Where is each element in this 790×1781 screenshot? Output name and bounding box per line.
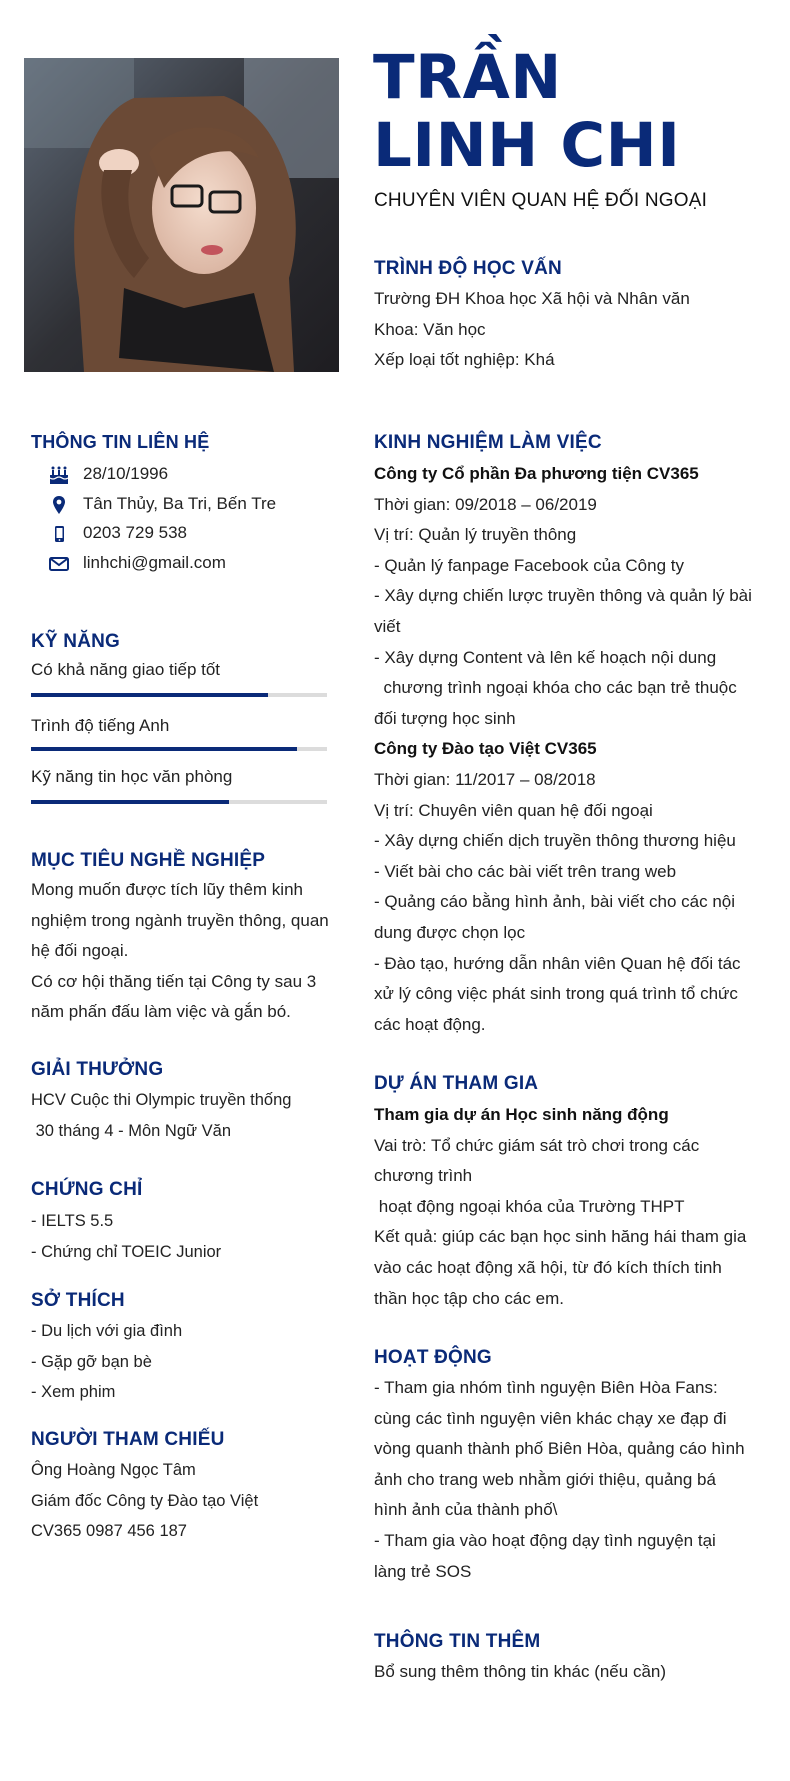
contact-birthday-text: 28/10/1996	[83, 464, 169, 483]
experience-line: viết	[374, 616, 401, 636]
project-line: Vai trò: Tổ chức giám sát trò chơi trong các	[374, 1135, 700, 1155]
hobbies-heading: SỞ THÍCH	[31, 1290, 125, 1311]
objective-text	[31, 875, 340, 1028]
mobile-phone-icon	[48, 523, 70, 545]
skill-item	[31, 660, 327, 680]
contact-phone	[44, 520, 344, 550]
activity-line: vòng quanh thành phố Biên Hòa, quảng cáo hình	[374, 1439, 745, 1459]
contact-birthday	[44, 461, 344, 491]
experience-line: Vị trí: Chuyên viên quan hệ đối ngoại	[374, 800, 653, 820]
education-line: Xếp loại tốt nghiệp: Khá	[374, 350, 555, 370]
project-line: thần học tập cho các em.	[374, 1288, 564, 1308]
reference-line: Ông Hoàng Ngọc Tâm	[31, 1461, 196, 1479]
experience-subheading: Công ty Đào tạo Việt CV365	[374, 739, 597, 759]
job-title: CHUYÊN VIÊN QUAN HỆ ĐỐI NGOẠI	[374, 190, 708, 211]
objective-line: năm phấn đấu làm việc và gắn bó.	[31, 1002, 291, 1022]
experience-line: - Quản lý fanpage Facebook của Công ty	[374, 555, 684, 575]
award-line: HCV Cuộc thi Olympic truyền thống	[31, 1091, 292, 1109]
objective-line: Mong muốn được tích lũy thêm kinh	[31, 880, 303, 899]
contact-list	[44, 461, 344, 579]
contact-email	[44, 550, 344, 580]
experience-line: đối tượng học sinh	[374, 708, 516, 728]
certificate-line: - IELTS 5.5	[31, 1212, 114, 1230]
contact-heading: THÔNG TIN LIÊN HỆ	[31, 432, 210, 452]
birthday-cake-icon	[48, 464, 70, 486]
experience-line: các hoạt động.	[374, 1014, 486, 1034]
education-line: Khoa: Văn học	[374, 319, 486, 339]
hobbies-list	[31, 1316, 182, 1408]
skill-bar	[31, 800, 327, 804]
activity-line: làng trẻ SOS	[374, 1561, 472, 1581]
additional-heading: THÔNG TIN THÊM	[374, 1631, 541, 1652]
experience-heading: KINH NGHIỆM LÀM VIỆC	[374, 432, 602, 453]
experience-line: chương trình ngoại khóa cho các bạn trẻ thuộc	[374, 678, 737, 698]
skill-bar-fill	[31, 800, 229, 804]
awards-list	[31, 1085, 291, 1146]
hobby-line: - Du lịch với gia đình	[31, 1322, 183, 1340]
reference-line: Giám đốc Công ty Đào tạo Việt	[31, 1491, 259, 1510]
activity-line: hình ảnh của thành phố\	[374, 1500, 558, 1520]
experience-line: xử lý công việc phát sinh trong quá trình tổ chức	[374, 984, 738, 1004]
experience-line: - Xây dựng chiến lược truyền thông và quản lý bài	[374, 586, 752, 606]
skill-bar-fill	[31, 747, 297, 751]
skill-bar	[31, 693, 327, 697]
objective-line: Có cơ hội thăng tiến tại Công ty sau 3	[31, 971, 317, 991]
activity-line: ảnh cho trang web nhằm giới thiệu, quảng bá	[374, 1469, 716, 1489]
education-line: Trường ĐH Khoa học Xã hội và Nhân văn	[374, 289, 690, 308]
reference-line: CV365 0987 456 187	[31, 1522, 187, 1541]
education-heading: TRÌNH ĐỘ HỌC VẤN	[374, 258, 562, 279]
objective-heading: MỤC TIÊU NGHỀ NGHIỆP	[31, 850, 266, 871]
name-line-1: TRẦN	[373, 42, 562, 113]
skill-bar-fill	[31, 693, 268, 697]
objective-line: nghiệm trong ngành truyền thông, quan	[31, 910, 329, 930]
additional-list	[374, 1657, 666, 1688]
activity-line: - Tham gia vào hoạt động dạy tình nguyện tại	[374, 1530, 716, 1550]
references-list	[31, 1455, 258, 1547]
experience-line: Vị trí: Quản lý truyền thông	[374, 525, 577, 545]
skill-item	[31, 716, 327, 736]
certificates-list	[31, 1206, 221, 1267]
project-subheading: Tham gia dự án Học sinh năng động	[374, 1105, 669, 1124]
experience-line: - Quảng cáo bằng hình ảnh, bài viết cho các nội	[374, 892, 736, 912]
skill-bar	[31, 747, 327, 751]
experience-line: - Đào tạo, hướng dẫn nhân viên Quan hệ đối tác	[374, 953, 741, 973]
certificate-line: - Chứng chỉ TOEIC Junior	[31, 1242, 222, 1261]
contact-email-text: linhchi@gmail.com	[83, 552, 226, 572]
references-heading: NGƯỜI THAM CHIẾU	[31, 1429, 225, 1450]
project-line: vào các hoạt động xã hội, từ đó kích thích tinh	[374, 1257, 722, 1277]
hobby-line: - Gặp gỡ bạn bè	[31, 1352, 152, 1371]
profile-photo	[24, 58, 339, 372]
experience-line: Thời gian: 11/2017 – 08/2018	[374, 769, 596, 789]
education-list	[374, 284, 690, 376]
awards-heading: GIẢI THƯỞNG	[31, 1059, 164, 1080]
skills-heading: KỸ NĂNG	[31, 631, 121, 652]
name-line-2: LINH CHI	[373, 110, 681, 181]
objective-line: hệ đối ngoại.	[31, 941, 129, 961]
experience-list	[374, 459, 756, 1040]
experience-line: - Viết bài cho các bài viết trên trang web	[374, 861, 677, 881]
contact-address	[44, 491, 344, 521]
contact-phone-text: 0203 729 538	[83, 523, 187, 542]
award-line: 30 tháng 4 - Môn Ngữ Văn	[31, 1121, 231, 1140]
location-pin-icon	[48, 494, 70, 516]
activity-line: cùng các tình nguyện viên khác chạy xe đạp đi	[374, 1408, 727, 1428]
additional-line: Bổ sung thêm thông tin khác (nếu cần)	[374, 1662, 667, 1681]
projects-list	[374, 1100, 756, 1314]
experience-line: - Xây dựng chiến dịch truyền thông thương hiệu	[374, 831, 736, 851]
envelope-icon	[48, 553, 70, 575]
project-line: hoạt động ngoại khóa của Trường THPT	[374, 1196, 685, 1216]
skill-label: Kỹ năng tin học văn phòng	[31, 767, 233, 786]
projects-heading: DỰ ÁN THAM GIA	[374, 1073, 539, 1094]
project-line: Kết quả: giúp các bạn học sinh hăng hái tham gia	[374, 1227, 747, 1247]
certificates-heading: CHỨNG CHỈ	[31, 1179, 143, 1200]
hobby-line: - Xem phim	[31, 1383, 116, 1402]
activity-line: - Tham gia nhóm tình nguyện Biên Hòa Fans:	[374, 1378, 718, 1397]
project-line: chương trình	[374, 1166, 473, 1186]
experience-line: dung được chọn lọc	[374, 922, 526, 942]
experience-line: - Xây dựng Content và lên kế hoạch nội dung	[374, 647, 717, 667]
activities-list	[374, 1373, 756, 1587]
activities-heading: HOẠT ĐỘNG	[374, 1347, 492, 1368]
skill-label: Có khả năng giao tiếp tốt	[31, 660, 221, 679]
experience-subheading: Công ty Cổ phần Đa phương tiện CV365	[374, 464, 699, 483]
skill-label: Trình độ tiếng Anh	[31, 716, 170, 735]
skill-item	[31, 767, 327, 787]
contact-address-text: Tân Thủy, Ba Tri, Bến Tre	[83, 493, 277, 513]
experience-line: Thời gian: 09/2018 – 06/2019	[374, 494, 597, 514]
candidate-name	[373, 44, 680, 180]
